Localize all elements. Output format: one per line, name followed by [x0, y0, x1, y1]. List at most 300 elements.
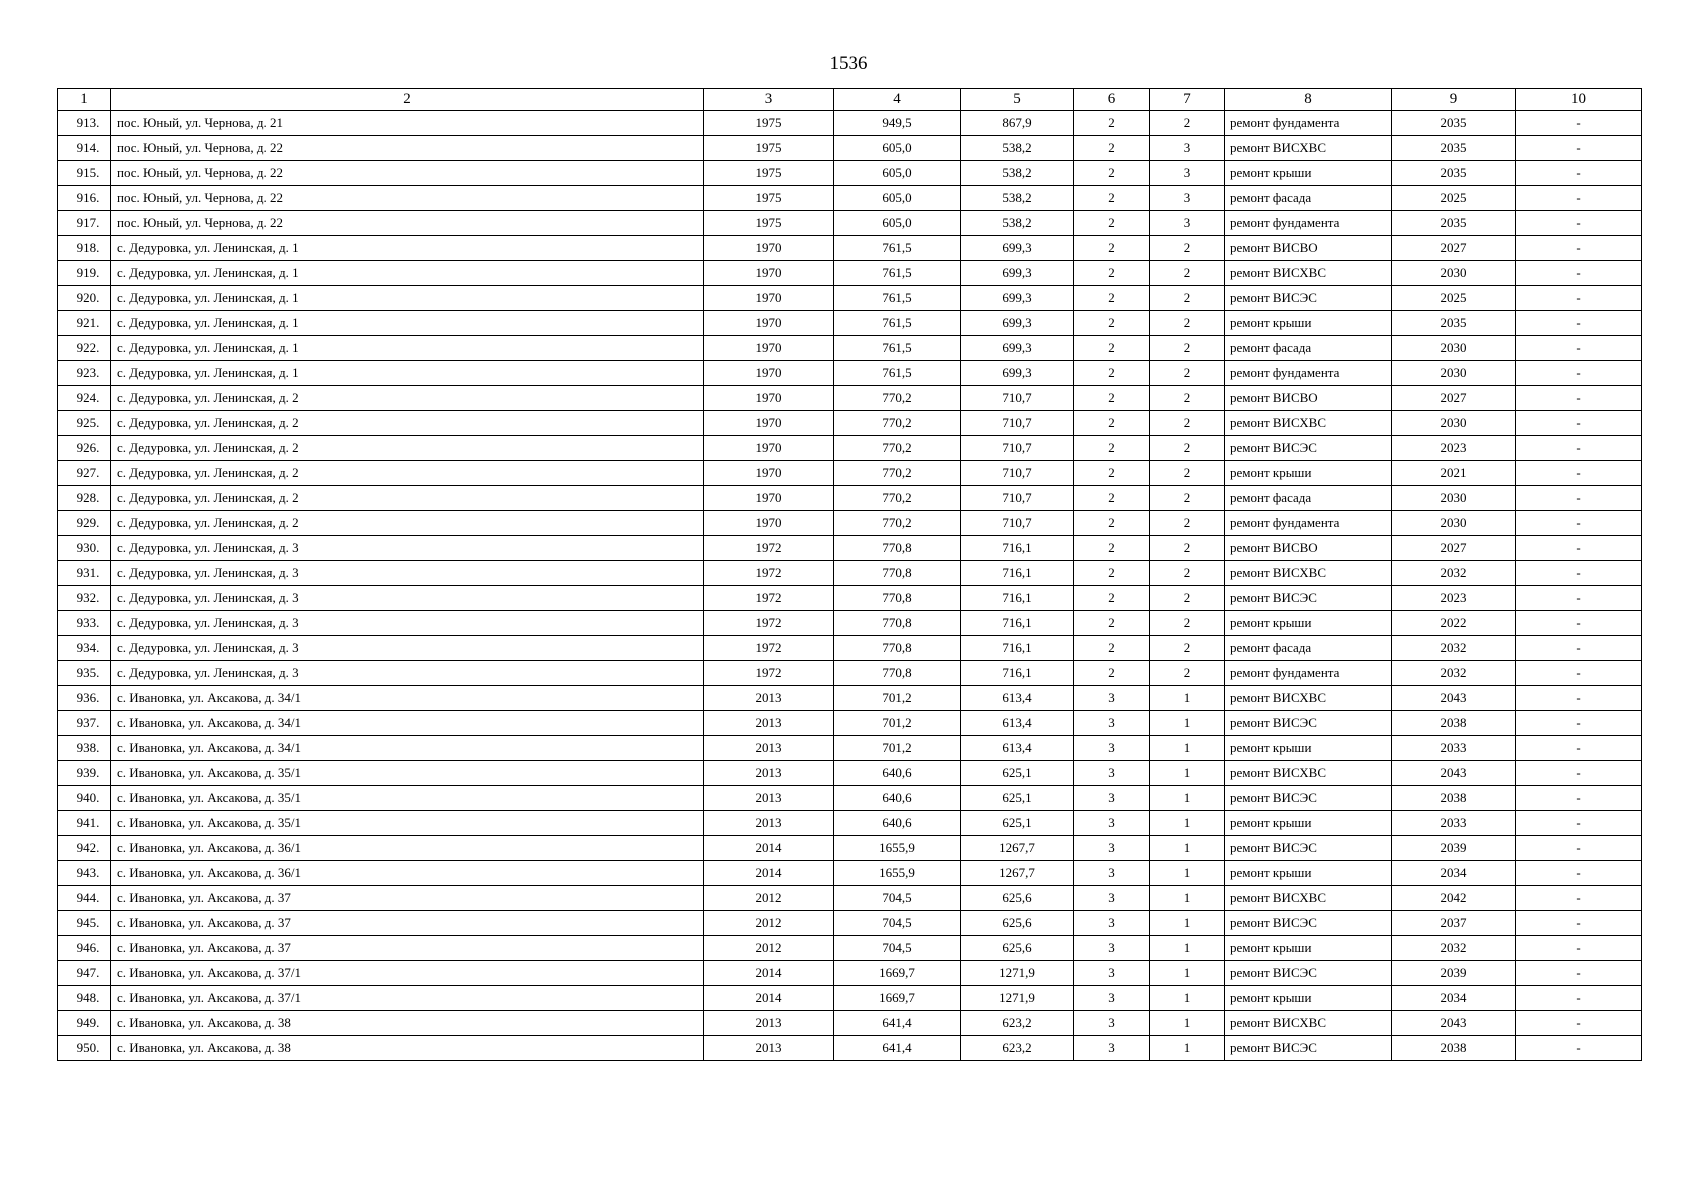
- cell-address: с. Дедуровка, ул. Ленинская, д. 2: [111, 461, 704, 486]
- cell-address: с. Ивановка, ул. Аксакова, д. 34/1: [111, 686, 704, 711]
- table-row: [58, 261, 1642, 286]
- table-row: [58, 211, 1642, 236]
- cell-floors: 2: [1074, 636, 1150, 661]
- cell-planned-year: 2023: [1392, 586, 1516, 611]
- cell-living-area: 613,4: [961, 736, 1074, 761]
- cell-address: пос. Юный, ул. Чернова, д. 22: [111, 161, 704, 186]
- cell-floors: 3: [1074, 811, 1150, 836]
- cell-planned-year: 2035: [1392, 211, 1516, 236]
- cell-work-type: ремонт крыши: [1225, 311, 1392, 336]
- cell-planned-year: 2042: [1392, 886, 1516, 911]
- cell-year-built: 1970: [704, 361, 834, 386]
- cell-row-number: 914.: [58, 136, 111, 161]
- table-row: [58, 686, 1642, 711]
- cell-year-built: 1970: [704, 436, 834, 461]
- cell-floors: 2: [1074, 486, 1150, 511]
- cell-year-built: 1975: [704, 211, 834, 236]
- cell-note: -: [1516, 386, 1642, 411]
- table-body: [58, 111, 1642, 1061]
- cell-year-built: 1970: [704, 336, 834, 361]
- cell-row-number: 913.: [58, 111, 111, 136]
- cell-work-type: ремонт фасада: [1225, 336, 1392, 361]
- cell-planned-year: 2030: [1392, 336, 1516, 361]
- cell-living-area: 1267,7: [961, 836, 1074, 861]
- cell-floors: 3: [1074, 711, 1150, 736]
- cell-note: -: [1516, 111, 1642, 136]
- cell-total-area: 641,4: [834, 1011, 961, 1036]
- cell-note: -: [1516, 261, 1642, 286]
- cell-row-number: 927.: [58, 461, 111, 486]
- cell-planned-year: 2032: [1392, 636, 1516, 661]
- cell-entrances: 2: [1150, 336, 1225, 361]
- cell-note: -: [1516, 286, 1642, 311]
- cell-work-type: ремонт фасада: [1225, 486, 1392, 511]
- cell-note: -: [1516, 161, 1642, 186]
- table-row: [58, 111, 1642, 136]
- cell-total-area: 1669,7: [834, 961, 961, 986]
- cell-note: -: [1516, 236, 1642, 261]
- cell-floors: 3: [1074, 736, 1150, 761]
- cell-address: с. Дедуровка, ул. Ленинская, д. 3: [111, 611, 704, 636]
- cell-living-area: 699,3: [961, 261, 1074, 286]
- cell-address: с. Дедуровка, ул. Ленинская, д. 2: [111, 386, 704, 411]
- cell-address: с. Ивановка, ул. Аксакова, д. 35/1: [111, 761, 704, 786]
- cell-year-built: 2013: [704, 1011, 834, 1036]
- cell-address: с. Дедуровка, ул. Ленинская, д. 1: [111, 336, 704, 361]
- cell-note: -: [1516, 861, 1642, 886]
- cell-total-area: 770,8: [834, 536, 961, 561]
- cell-living-area: 716,1: [961, 611, 1074, 636]
- cell-floors: 2: [1074, 186, 1150, 211]
- table-row: [58, 386, 1642, 411]
- cell-work-type: ремонт ВИСЭС: [1225, 586, 1392, 611]
- cell-year-built: 1975: [704, 136, 834, 161]
- cell-work-type: ремонт крыши: [1225, 611, 1392, 636]
- cell-entrances: 3: [1150, 161, 1225, 186]
- cell-floors: 2: [1074, 361, 1150, 386]
- cell-entrances: 3: [1150, 136, 1225, 161]
- cell-planned-year: 2027: [1392, 536, 1516, 561]
- cell-total-area: 701,2: [834, 686, 961, 711]
- table-row: [58, 736, 1642, 761]
- cell-row-number: 943.: [58, 861, 111, 886]
- cell-floors: 3: [1074, 961, 1150, 986]
- cell-entrances: 1: [1150, 1011, 1225, 1036]
- cell-entrances: 3: [1150, 186, 1225, 211]
- cell-note: -: [1516, 661, 1642, 686]
- cell-total-area: 761,5: [834, 236, 961, 261]
- cell-note: -: [1516, 736, 1642, 761]
- table-row: [58, 236, 1642, 261]
- cell-work-type: ремонт крыши: [1225, 936, 1392, 961]
- cell-total-area: 761,5: [834, 361, 961, 386]
- cell-total-area: 704,5: [834, 936, 961, 961]
- cell-planned-year: 2032: [1392, 561, 1516, 586]
- cell-living-area: 716,1: [961, 561, 1074, 586]
- page-number: 1536: [829, 53, 868, 74]
- cell-total-area: 770,2: [834, 436, 961, 461]
- cell-total-area: 704,5: [834, 911, 961, 936]
- cell-entrances: 2: [1150, 386, 1225, 411]
- cell-address: пос. Юный, ул. Чернова, д. 22: [111, 211, 704, 236]
- cell-floors: 3: [1074, 1011, 1150, 1036]
- cell-note: -: [1516, 711, 1642, 736]
- cell-year-built: 2014: [704, 861, 834, 886]
- cell-total-area: 605,0: [834, 211, 961, 236]
- table-row: [58, 536, 1642, 561]
- cell-planned-year: 2030: [1392, 411, 1516, 436]
- cell-planned-year: 2027: [1392, 236, 1516, 261]
- cell-work-type: ремонт ВИСХВС: [1225, 761, 1392, 786]
- cell-note: -: [1516, 511, 1642, 536]
- cell-year-built: 1970: [704, 386, 834, 411]
- cell-address: с. Дедуровка, ул. Ленинская, д. 3: [111, 561, 704, 586]
- cell-row-number: 920.: [58, 286, 111, 311]
- cell-year-built: 1970: [704, 486, 834, 511]
- cell-row-number: 925.: [58, 411, 111, 436]
- cell-planned-year: 2038: [1392, 1036, 1516, 1061]
- cell-floors: 2: [1074, 386, 1150, 411]
- cell-planned-year: 2023: [1392, 436, 1516, 461]
- cell-year-built: 2013: [704, 811, 834, 836]
- cell-total-area: 640,6: [834, 811, 961, 836]
- cell-year-built: 1972: [704, 536, 834, 561]
- column-header-9: 9: [1392, 89, 1516, 111]
- cell-floors: 2: [1074, 286, 1150, 311]
- cell-note: -: [1516, 486, 1642, 511]
- cell-row-number: 921.: [58, 311, 111, 336]
- cell-address: с. Дедуровка, ул. Ленинская, д. 3: [111, 636, 704, 661]
- cell-work-type: ремонт фундамента: [1225, 211, 1392, 236]
- cell-row-number: 938.: [58, 736, 111, 761]
- cell-address: с. Ивановка, ул. Аксакова, д. 37: [111, 911, 704, 936]
- cell-address: пос. Юный, ул. Чернова, д. 21: [111, 111, 704, 136]
- cell-living-area: 538,2: [961, 161, 1074, 186]
- cell-work-type: ремонт ВИСЭС: [1225, 436, 1392, 461]
- cell-note: -: [1516, 936, 1642, 961]
- cell-row-number: 945.: [58, 911, 111, 936]
- cell-floors: 2: [1074, 211, 1150, 236]
- cell-entrances: 2: [1150, 586, 1225, 611]
- cell-total-area: 704,5: [834, 886, 961, 911]
- cell-living-area: 625,1: [961, 786, 1074, 811]
- cell-living-area: 625,1: [961, 761, 1074, 786]
- cell-work-type: ремонт ВИСХВС: [1225, 1011, 1392, 1036]
- cell-work-type: ремонт фундамента: [1225, 511, 1392, 536]
- cell-living-area: 623,2: [961, 1036, 1074, 1061]
- cell-living-area: 625,6: [961, 936, 1074, 961]
- cell-row-number: 950.: [58, 1036, 111, 1061]
- cell-note: -: [1516, 761, 1642, 786]
- cell-work-type: ремонт ВИСВО: [1225, 236, 1392, 261]
- cell-row-number: 940.: [58, 786, 111, 811]
- cell-address: с. Ивановка, ул. Аксакова, д. 37: [111, 886, 704, 911]
- cell-floors: 3: [1074, 761, 1150, 786]
- cell-row-number: 934.: [58, 636, 111, 661]
- table-row: [58, 561, 1642, 586]
- cell-row-number: 942.: [58, 836, 111, 861]
- cell-entrances: 1: [1150, 911, 1225, 936]
- cell-planned-year: 2034: [1392, 986, 1516, 1011]
- cell-total-area: 770,8: [834, 586, 961, 611]
- cell-row-number: 928.: [58, 486, 111, 511]
- cell-note: -: [1516, 136, 1642, 161]
- cell-living-area: 710,7: [961, 436, 1074, 461]
- table-row: [58, 661, 1642, 686]
- cell-living-area: 716,1: [961, 636, 1074, 661]
- cell-year-built: 1972: [704, 611, 834, 636]
- cell-address: пос. Юный, ул. Чернова, д. 22: [111, 136, 704, 161]
- cell-living-area: 710,7: [961, 461, 1074, 486]
- cell-row-number: 915.: [58, 161, 111, 186]
- cell-living-area: 699,3: [961, 236, 1074, 261]
- cell-row-number: 937.: [58, 711, 111, 736]
- cell-total-area: 949,5: [834, 111, 961, 136]
- cell-year-built: 1970: [704, 511, 834, 536]
- cell-note: -: [1516, 686, 1642, 711]
- table-row: [58, 361, 1642, 386]
- column-header-5: 5: [961, 89, 1074, 111]
- cell-row-number: 918.: [58, 236, 111, 261]
- cell-year-built: 1970: [704, 411, 834, 436]
- table-row: [58, 986, 1642, 1011]
- table-row: [58, 136, 1642, 161]
- cell-entrances: 1: [1150, 861, 1225, 886]
- cell-work-type: ремонт ВИСЭС: [1225, 286, 1392, 311]
- cell-planned-year: 2032: [1392, 936, 1516, 961]
- cell-floors: 2: [1074, 611, 1150, 636]
- cell-work-type: ремонт ВИСВО: [1225, 536, 1392, 561]
- cell-entrances: 1: [1150, 786, 1225, 811]
- cell-living-area: 699,3: [961, 336, 1074, 361]
- cell-address: с. Ивановка, ул. Аксакова, д. 38: [111, 1011, 704, 1036]
- cell-total-area: 770,2: [834, 386, 961, 411]
- cell-planned-year: 2043: [1392, 1011, 1516, 1036]
- cell-entrances: 2: [1150, 536, 1225, 561]
- cell-total-area: 761,5: [834, 286, 961, 311]
- cell-row-number: 933.: [58, 611, 111, 636]
- cell-address: с. Ивановка, ул. Аксакова, д. 34/1: [111, 736, 704, 761]
- cell-total-area: 761,5: [834, 336, 961, 361]
- cell-note: -: [1516, 911, 1642, 936]
- cell-entrances: 3: [1150, 211, 1225, 236]
- cell-entrances: 2: [1150, 511, 1225, 536]
- cell-row-number: 926.: [58, 436, 111, 461]
- cell-total-area: 640,6: [834, 786, 961, 811]
- table-row: [58, 836, 1642, 861]
- cell-planned-year: 2021: [1392, 461, 1516, 486]
- column-header-1: 1: [58, 89, 111, 111]
- cell-planned-year: 2038: [1392, 786, 1516, 811]
- cell-note: -: [1516, 336, 1642, 361]
- column-header-2: 2: [111, 89, 704, 111]
- cell-year-built: 2012: [704, 886, 834, 911]
- cell-work-type: ремонт крыши: [1225, 811, 1392, 836]
- cell-row-number: 923.: [58, 361, 111, 386]
- cell-entrances: 2: [1150, 261, 1225, 286]
- table-row: [58, 761, 1642, 786]
- cell-note: -: [1516, 1011, 1642, 1036]
- cell-address: с. Ивановка, ул. Аксакова, д. 34/1: [111, 711, 704, 736]
- cell-entrances: 1: [1150, 736, 1225, 761]
- cell-work-type: ремонт фундамента: [1225, 111, 1392, 136]
- cell-entrances: 2: [1150, 111, 1225, 136]
- cell-row-number: 917.: [58, 211, 111, 236]
- cell-entrances: 2: [1150, 461, 1225, 486]
- cell-year-built: 1975: [704, 161, 834, 186]
- cell-planned-year: 2039: [1392, 961, 1516, 986]
- cell-entrances: 2: [1150, 361, 1225, 386]
- cell-year-built: 2013: [704, 1036, 834, 1061]
- cell-floors: 2: [1074, 161, 1150, 186]
- cell-year-built: 2013: [704, 711, 834, 736]
- cell-living-area: 625,6: [961, 886, 1074, 911]
- cell-note: -: [1516, 586, 1642, 611]
- cell-total-area: 701,2: [834, 736, 961, 761]
- cell-total-area: 1655,9: [834, 861, 961, 886]
- cell-note: -: [1516, 311, 1642, 336]
- cell-entrances: 2: [1150, 636, 1225, 661]
- column-header-8: 8: [1225, 89, 1392, 111]
- table-row: [58, 436, 1642, 461]
- cell-living-area: 538,2: [961, 211, 1074, 236]
- cell-living-area: 623,2: [961, 1011, 1074, 1036]
- cell-address: с. Дедуровка, ул. Ленинская, д. 1: [111, 311, 704, 336]
- cell-total-area: 770,2: [834, 411, 961, 436]
- cell-floors: 3: [1074, 861, 1150, 886]
- cell-planned-year: 2030: [1392, 486, 1516, 511]
- cell-total-area: 770,2: [834, 461, 961, 486]
- cell-planned-year: 2030: [1392, 511, 1516, 536]
- cell-note: -: [1516, 361, 1642, 386]
- cell-work-type: ремонт ВИСХВС: [1225, 411, 1392, 436]
- cell-address: с. Ивановка, ул. Аксакова, д. 37/1: [111, 986, 704, 1011]
- table-row: [58, 336, 1642, 361]
- cell-work-type: ремонт крыши: [1225, 861, 1392, 886]
- cell-year-built: 1970: [704, 311, 834, 336]
- cell-row-number: 939.: [58, 761, 111, 786]
- table-row: [58, 1011, 1642, 1036]
- repair-register-table: [57, 88, 1642, 1061]
- cell-planned-year: 2032: [1392, 661, 1516, 686]
- cell-total-area: 605,0: [834, 161, 961, 186]
- cell-year-built: 1972: [704, 661, 834, 686]
- cell-floors: 2: [1074, 311, 1150, 336]
- cell-floors: 2: [1074, 461, 1150, 486]
- cell-address: с. Дедуровка, ул. Ленинская, д. 1: [111, 261, 704, 286]
- cell-address: с. Дедуровка, ул. Ленинская, д. 3: [111, 661, 704, 686]
- cell-note: -: [1516, 886, 1642, 911]
- cell-total-area: 1669,7: [834, 986, 961, 1011]
- table-row: [58, 486, 1642, 511]
- cell-planned-year: 2027: [1392, 386, 1516, 411]
- cell-address: с. Дедуровка, ул. Ленинская, д. 2: [111, 436, 704, 461]
- cell-row-number: 916.: [58, 186, 111, 211]
- cell-living-area: 538,2: [961, 136, 1074, 161]
- cell-note: -: [1516, 411, 1642, 436]
- table-row: [58, 711, 1642, 736]
- cell-floors: 2: [1074, 436, 1150, 461]
- cell-year-built: 2013: [704, 786, 834, 811]
- cell-living-area: 625,6: [961, 911, 1074, 936]
- cell-living-area: 699,3: [961, 361, 1074, 386]
- cell-total-area: 770,8: [834, 561, 961, 586]
- column-header-6: 6: [1074, 89, 1150, 111]
- cell-address: с. Ивановка, ул. Аксакова, д. 37: [111, 936, 704, 961]
- cell-work-type: ремонт ВИСЭС: [1225, 961, 1392, 986]
- cell-year-built: 2014: [704, 836, 834, 861]
- cell-entrances: 2: [1150, 661, 1225, 686]
- cell-total-area: 770,2: [834, 486, 961, 511]
- cell-living-area: 710,7: [961, 386, 1074, 411]
- cell-row-number: 932.: [58, 586, 111, 611]
- cell-planned-year: 2030: [1392, 261, 1516, 286]
- cell-living-area: 710,7: [961, 486, 1074, 511]
- cell-note: -: [1516, 186, 1642, 211]
- cell-total-area: 770,8: [834, 611, 961, 636]
- table-row: [58, 636, 1642, 661]
- cell-work-type: ремонт фасада: [1225, 636, 1392, 661]
- cell-work-type: ремонт крыши: [1225, 161, 1392, 186]
- column-header-3: 3: [704, 89, 834, 111]
- cell-floors: 2: [1074, 336, 1150, 361]
- cell-row-number: 946.: [58, 936, 111, 961]
- cell-year-built: 2012: [704, 911, 834, 936]
- cell-floors: 2: [1074, 236, 1150, 261]
- cell-total-area: 605,0: [834, 136, 961, 161]
- cell-planned-year: 2035: [1392, 136, 1516, 161]
- cell-planned-year: 2043: [1392, 761, 1516, 786]
- cell-floors: 2: [1074, 661, 1150, 686]
- cell-entrances: 1: [1150, 811, 1225, 836]
- cell-row-number: 922.: [58, 336, 111, 361]
- cell-planned-year: 2025: [1392, 286, 1516, 311]
- table-row: [58, 936, 1642, 961]
- cell-living-area: 1267,7: [961, 861, 1074, 886]
- cell-floors: 3: [1074, 911, 1150, 936]
- cell-year-built: 2013: [704, 761, 834, 786]
- cell-living-area: 625,1: [961, 811, 1074, 836]
- cell-note: -: [1516, 1036, 1642, 1061]
- cell-address: с. Ивановка, ул. Аксакова, д. 35/1: [111, 786, 704, 811]
- cell-floors: 2: [1074, 136, 1150, 161]
- cell-entrances: 1: [1150, 711, 1225, 736]
- cell-work-type: ремонт ВИСЭС: [1225, 911, 1392, 936]
- cell-total-area: 770,2: [834, 511, 961, 536]
- cell-work-type: ремонт фундамента: [1225, 361, 1392, 386]
- table-row: [58, 461, 1642, 486]
- table-row: [58, 811, 1642, 836]
- cell-row-number: 947.: [58, 961, 111, 986]
- cell-entrances: 1: [1150, 761, 1225, 786]
- cell-note: -: [1516, 786, 1642, 811]
- table-row: [58, 961, 1642, 986]
- cell-address: с. Ивановка, ул. Аксакова, д. 37/1: [111, 961, 704, 986]
- cell-entrances: 2: [1150, 311, 1225, 336]
- cell-planned-year: 2033: [1392, 736, 1516, 761]
- table-row: [58, 511, 1642, 536]
- cell-floors: 2: [1074, 111, 1150, 136]
- cell-row-number: 936.: [58, 686, 111, 711]
- cell-year-built: 2014: [704, 986, 834, 1011]
- cell-row-number: 929.: [58, 511, 111, 536]
- table-row: [58, 411, 1642, 436]
- cell-entrances: 2: [1150, 486, 1225, 511]
- cell-living-area: 716,1: [961, 536, 1074, 561]
- table-row: [58, 786, 1642, 811]
- cell-year-built: 1970: [704, 286, 834, 311]
- cell-address: с. Ивановка, ул. Аксакова, д. 38: [111, 1036, 704, 1061]
